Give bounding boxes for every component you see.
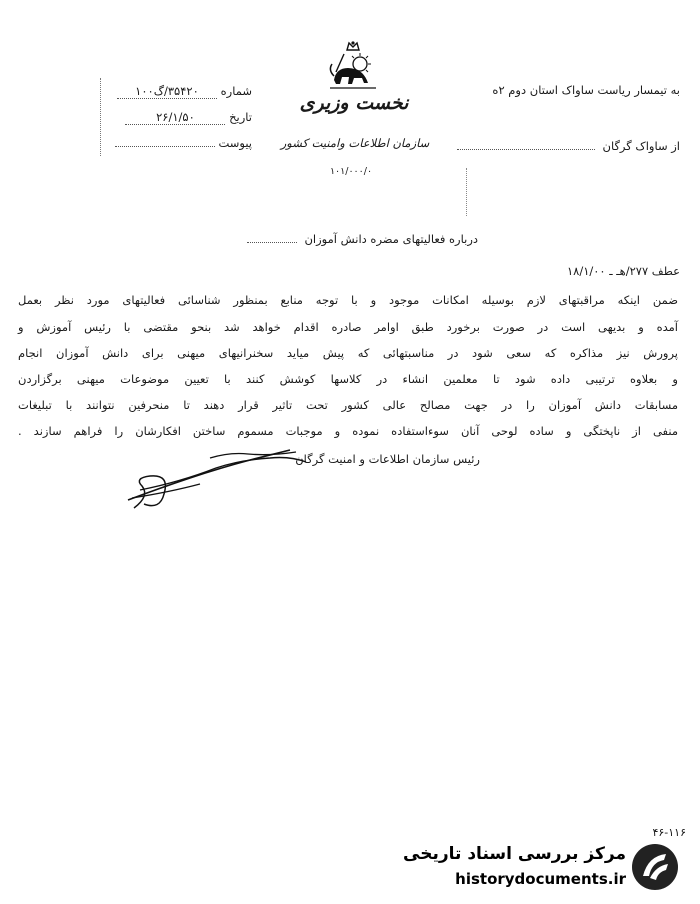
- sender-blank: [457, 149, 595, 150]
- organization-name: سازمان اطلاعات وامنیت کشور: [280, 136, 430, 150]
- ministry-title: نخست وزیری: [299, 92, 409, 114]
- body-line: و بعلاوه ترتیبی داده شود تا معلمین انشاء در کلاسها کوشش کنند با تعیین موضوعات میهنی برگزاردن: [18, 372, 678, 386]
- letter-attachment: [102, 136, 252, 150]
- attachment-label: پیوست: [218, 136, 252, 150]
- archive-logo: [630, 842, 680, 892]
- lion-and-sun-emblem-icon: [318, 40, 388, 92]
- emblem-code: ۱۰۱/۰۰۰/۰: [329, 166, 373, 177]
- page-code: ۴۶-۱۱۶: [652, 826, 686, 839]
- archive-logo-icon: [630, 842, 680, 892]
- body-line: مسابقات دانش آموزان را در جهت مصالح عالی کشور تحت تاثیر قرار دهند تا منحرفین نتوانند با تبلیغات: [18, 398, 678, 412]
- reference-line: عطف ۲۷۷/هـ ـ ۱۸/۱/۰۰: [566, 264, 680, 278]
- sender-text: از ساواک گرگان: [602, 139, 680, 153]
- body-line: پرورش نیز مذاکره که سعی شود در مناسبتهائی که پیش میاید سخنرانیهای میهنی برای دانش آموزان انجام: [18, 346, 678, 360]
- letter-number: [102, 84, 252, 99]
- date-label: تاریخ: [229, 110, 252, 124]
- signature-caption: رئیس سازمان اطلاعات و امنیت گرگان: [295, 452, 480, 466]
- margin-rule: [100, 78, 101, 156]
- handwritten-signature-icon: [120, 438, 310, 518]
- archive-url: historydocuments.ir: [455, 870, 626, 888]
- emblem: [318, 40, 388, 92]
- sender-line: [420, 139, 680, 153]
- body-line: آمده و بدیهی است در صورت برخورد طبق اوامر صادره اقدام خواهد شد بنحو مقتضی با رئیس آموزش و: [18, 320, 678, 334]
- body-line: ضمن اینکه مراقبتهای لازم بوسیله امکانات موجود و با توجه منابع بمنظور شناسائی فعالیتهای مورد نظر بعمل: [18, 293, 678, 307]
- letter-date: [102, 110, 252, 125]
- recipient-line: به تیمسار ریاست ساواک استان دوم ۲ه: [492, 83, 680, 97]
- subject-text: درباره فعالیتهای مضره دانش آموزان: [304, 232, 478, 246]
- date-value: ۲۶/۱/۵۰: [125, 110, 225, 125]
- number-label: شماره: [220, 84, 252, 98]
- archive-org-name: مرکز بررسی اسناد تاریخی: [403, 844, 626, 864]
- subject-blank: [247, 242, 297, 243]
- body-line: منفی از ناپختگی و ساده لوحی آنان سوءاستفاده نموده و موجبات مسموم ساختن افکارشان را فراهم سازند .: [18, 424, 678, 438]
- number-value: ۳۵۴۲۰/گ۱۰۰: [117, 84, 217, 99]
- subject-box-rule: [466, 168, 467, 216]
- signature: [120, 438, 310, 518]
- subject-line: [180, 232, 478, 246]
- attachment-blank: [115, 146, 215, 147]
